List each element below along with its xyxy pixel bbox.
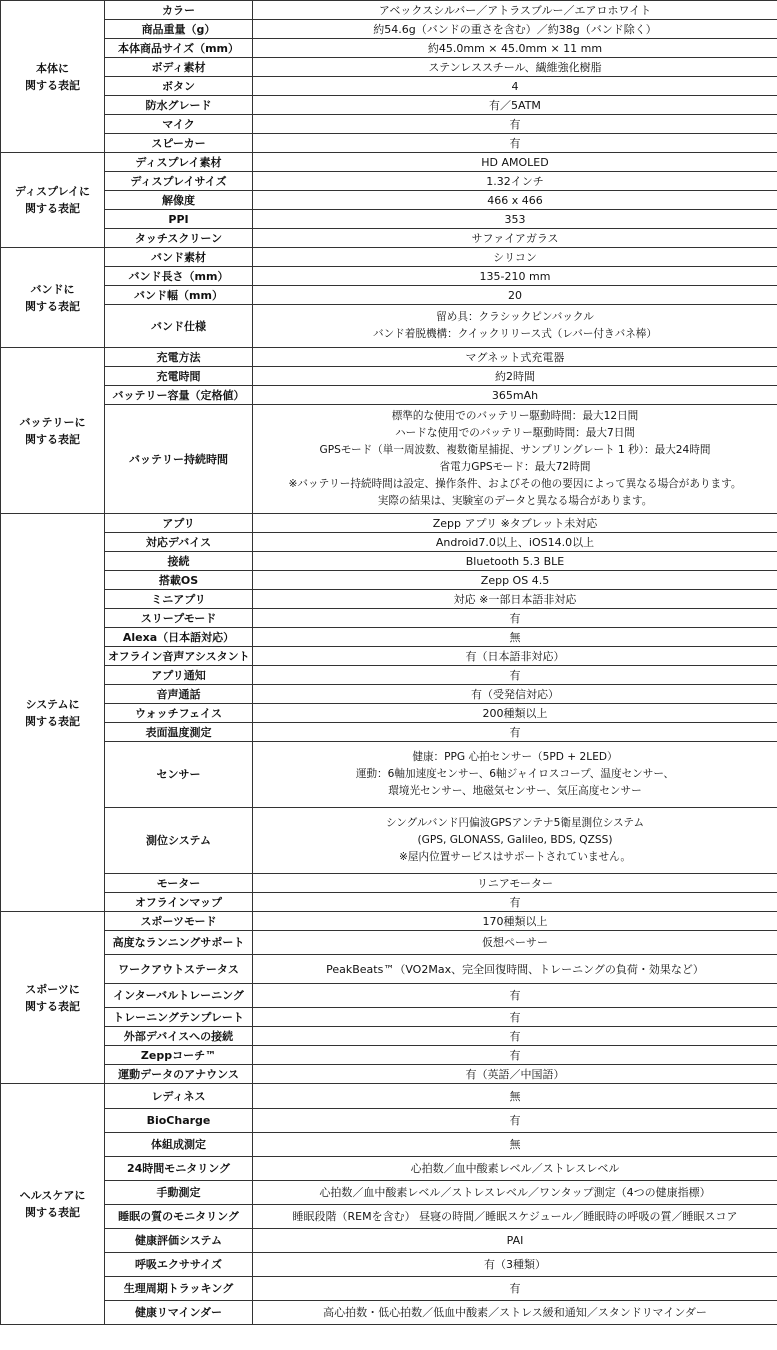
spec-value xyxy=(253,1133,777,1157)
spec-value xyxy=(253,210,777,229)
spec-value-line: 170種類以上 xyxy=(482,914,548,928)
spec-value-line: 仮想ペーサー xyxy=(482,936,548,949)
spec-row xyxy=(1,533,777,552)
spec-value-line: PeakBeats™（VO2Max、完全回復時間、トレーニングの負荷・効果など） xyxy=(326,962,704,976)
spec-row xyxy=(1,984,777,1008)
spec-value xyxy=(253,386,777,405)
spec-value-line: ※バッテリー持続時間は設定、操作条件、およびその他の要因によって異なる場合があります。 xyxy=(288,478,742,490)
spec-row xyxy=(1,1084,777,1109)
spec-row xyxy=(1,552,777,571)
spec-row xyxy=(1,1181,777,1205)
spec-label: オフラインマップ xyxy=(105,893,253,912)
spec-row xyxy=(1,229,777,248)
spec-value xyxy=(253,628,777,647)
section-category-line: 関する表記 xyxy=(25,999,80,1013)
spec-label: 外部デバイスへの接続 xyxy=(105,1027,253,1046)
spec-row xyxy=(1,267,777,286)
spec-value xyxy=(253,808,777,874)
spec-value-line: 睡眠段階（REMを含む） 昼寝の時間／睡眠スケジュール／睡眠時の呼吸の質／睡眠スコア xyxy=(292,1210,738,1223)
spec-value xyxy=(253,723,777,742)
spec-row xyxy=(1,1,777,20)
spec-row xyxy=(1,742,777,808)
spec-label: アプリ xyxy=(105,514,253,533)
spec-label: 高度なランニングサポート xyxy=(105,931,253,955)
spec-label: センサー xyxy=(105,742,253,808)
spec-value-line: 353 xyxy=(504,212,526,226)
section-category-line: 関する表記 xyxy=(25,299,80,313)
spec-label: ディスプレイサイズ xyxy=(105,172,253,191)
spec-label: ワークアウトステータス xyxy=(105,955,253,984)
spec-value-line: 有 xyxy=(509,725,521,739)
section-category-line: 関する表記 xyxy=(25,714,80,728)
spec-row xyxy=(1,1229,777,1253)
spec-row xyxy=(1,1301,777,1325)
spec-value xyxy=(253,571,777,590)
spec-label: バンド仕様 xyxy=(105,305,253,348)
spec-label: 充電方法 xyxy=(105,348,253,367)
spec-value-line: 無 xyxy=(509,630,521,644)
spec-value-line: 365mAh xyxy=(491,388,539,402)
spec-value xyxy=(253,20,777,39)
spec-value xyxy=(253,348,777,367)
spec-value xyxy=(253,267,777,286)
spec-label: スポーツモード xyxy=(105,912,253,931)
spec-row xyxy=(1,1065,777,1084)
spec-value-line: PAI xyxy=(506,1234,524,1247)
spec-value xyxy=(253,912,777,931)
spec-row xyxy=(1,210,777,229)
spec-label: インターバルトレーニング xyxy=(105,984,253,1008)
spec-value-line: 4 xyxy=(511,79,519,93)
spec-value-line: 無 xyxy=(509,1138,521,1151)
spec-value xyxy=(253,134,777,153)
spec-value-line: 実際の結果は、実験室のデータと異なる場合があります。 xyxy=(377,495,653,507)
spec-label: 手動測定 xyxy=(105,1181,253,1205)
section-category-line: 関する表記 xyxy=(25,78,80,92)
spec-label: バッテリー容量（定格値） xyxy=(105,386,253,405)
spec-row xyxy=(1,153,777,172)
spec-row xyxy=(1,96,777,115)
spec-label: ウォッチフェイス xyxy=(105,704,253,723)
spec-value xyxy=(253,115,777,134)
spec-value-line: 健康：PPG 心拍センサー（5PD + 2LED） xyxy=(412,751,618,763)
spec-value-line: 有 xyxy=(509,1029,521,1043)
spec-row xyxy=(1,647,777,666)
spec-value-line: 有／5ATM xyxy=(489,98,541,112)
spec-label: タッチスクリーン xyxy=(105,229,253,248)
spec-row xyxy=(1,58,777,77)
section-category xyxy=(1,1,105,153)
spec-value-line: シリコン xyxy=(493,250,537,264)
spec-label: 24時間モニタリング xyxy=(105,1157,253,1181)
spec-label: 測位システム xyxy=(105,808,253,874)
spec-row xyxy=(1,893,777,912)
spec-value-line: Zepp アプリ ※タブレット未対応 xyxy=(432,516,598,530)
spec-value xyxy=(253,609,777,628)
spec-value-line: 有（3種類） xyxy=(484,1258,546,1271)
spec-row xyxy=(1,1133,777,1157)
spec-row xyxy=(1,39,777,58)
spec-label: オフライン音声アシスタント xyxy=(105,647,253,666)
spec-value-line: 運動：6軸加速度センサー、6軸ジャイロスコープ、温度センサー、 xyxy=(355,768,675,780)
spec-value-line: 省電力GPSモード：最大72時間 xyxy=(439,461,591,473)
spec-row xyxy=(1,348,777,367)
spec-value xyxy=(253,666,777,685)
spec-value-line: 有 xyxy=(509,117,521,131)
section-category-line: 関する表記 xyxy=(25,1206,80,1219)
spec-value-line: ※屋内位置サービスはサポートされていません。 xyxy=(399,851,631,863)
spec-row xyxy=(1,305,777,348)
spec-value xyxy=(253,172,777,191)
spec-label: 音声通話 xyxy=(105,685,253,704)
spec-value xyxy=(253,153,777,172)
spec-value-line: 有 xyxy=(509,989,521,1002)
spec-label: バンド幅（mm） xyxy=(105,286,253,305)
section-category xyxy=(1,514,105,912)
spec-value xyxy=(253,39,777,58)
spec-value-line: 有 xyxy=(509,611,521,625)
spec-label: 解像度 xyxy=(105,191,253,210)
spec-value-line: GPSモード（単一周波数、複数衛星捕捉、サンプリングレート 1 秒）：最大24時間 xyxy=(319,444,711,456)
section-category xyxy=(1,912,105,1084)
spec-label: 運動データのアナウンス xyxy=(105,1065,253,1084)
spec-row xyxy=(1,874,777,893)
spec-value xyxy=(253,305,777,348)
spec-value-line: 約45.0mm × 45.0mm × 11 mm xyxy=(427,41,603,55)
spec-row xyxy=(1,172,777,191)
spec-value-line: 1.32インチ xyxy=(486,174,544,188)
spec-label: バンド長さ（mm） xyxy=(105,267,253,286)
spec-value-line: 標準的な使用でのバッテリー駆動時間：最大12日間 xyxy=(391,410,639,422)
spec-row xyxy=(1,609,777,628)
spec-value-line: サファイアガラス xyxy=(471,231,559,245)
spec-row xyxy=(1,1008,777,1027)
spec-value-line: ハードな使用でのバッテリー駆動時間：最大7日間 xyxy=(395,427,635,439)
spec-label: 呼吸エクササイズ xyxy=(105,1253,253,1277)
spec-label: モーター xyxy=(105,874,253,893)
spec-label: PPI xyxy=(105,210,253,229)
spec-label: 充電時間 xyxy=(105,367,253,386)
spec-value-line: Bluetooth 5.3 BLE xyxy=(465,554,565,568)
spec-value-line: 有 xyxy=(509,1282,521,1295)
spec-row xyxy=(1,723,777,742)
spec-value xyxy=(253,248,777,267)
spec-row xyxy=(1,685,777,704)
spec-row xyxy=(1,115,777,134)
spec-row xyxy=(1,912,777,931)
spec-value xyxy=(253,742,777,808)
spec-value xyxy=(253,647,777,666)
spec-row xyxy=(1,590,777,609)
spec-label: ボタン xyxy=(105,77,253,96)
spec-value xyxy=(253,286,777,305)
spec-value xyxy=(253,685,777,704)
spec-row xyxy=(1,1157,777,1181)
spec-value xyxy=(253,533,777,552)
spec-value-line: 有 xyxy=(509,895,521,909)
spec-row xyxy=(1,571,777,590)
spec-value xyxy=(253,191,777,210)
section-category-line: ディスプレイに xyxy=(14,185,91,198)
spec-label: 商品重量（g） xyxy=(105,20,253,39)
spec-label: 睡眠の質のモニタリング xyxy=(105,1205,253,1229)
spec-label: マイク xyxy=(105,115,253,134)
spec-value-line: アベックスシルバー／アトラスブルー／エアロホワイト xyxy=(378,3,652,17)
spec-row xyxy=(1,248,777,267)
section-category-line: スポーツに xyxy=(25,982,80,996)
spec-label: Alexa（日本語対応） xyxy=(105,628,253,647)
spec-row xyxy=(1,1205,777,1229)
spec-value-line: 心拍数／血中酸素レベル／ストレスレベル xyxy=(410,1162,620,1175)
spec-value xyxy=(253,931,777,955)
section-category-line: バンドに xyxy=(30,282,75,296)
spec-row xyxy=(1,1109,777,1133)
spec-label: 体組成測定 xyxy=(105,1133,253,1157)
spec-value-line: 有（日本語非対応） xyxy=(465,649,565,663)
spec-value-line: 留め具：クラシックピンバックル xyxy=(436,311,594,323)
spec-row xyxy=(1,20,777,39)
spec-value xyxy=(253,590,777,609)
spec-value-line: 心拍数／血中酸素レベル／ストレスレベル／ワンタップ測定（4つの健康指標） xyxy=(319,1186,711,1199)
spec-row xyxy=(1,77,777,96)
spec-table-body xyxy=(1,1,777,1325)
spec-value-line: 有 xyxy=(509,668,521,682)
spec-value-line: Zepp OS 4.5 xyxy=(480,573,550,587)
section-category xyxy=(1,348,105,514)
spec-value xyxy=(253,58,777,77)
spec-value-line: 有（英語／中国語） xyxy=(465,1067,565,1081)
spec-label: 搭載OS xyxy=(105,571,253,590)
spec-label: ボディ素材 xyxy=(105,58,253,77)
spec-value xyxy=(253,552,777,571)
spec-value xyxy=(253,77,777,96)
spec-label: 表面温度測定 xyxy=(105,723,253,742)
spec-label: 接続 xyxy=(105,552,253,571)
spec-value-line: 466 x 466 xyxy=(487,193,543,207)
section-category-line: 本体に xyxy=(36,61,69,75)
spec-row xyxy=(1,134,777,153)
spec-value xyxy=(253,1,777,20)
section-category xyxy=(1,153,105,248)
spec-value-line: 約54.6g（バンドの重さを含む）／約38g（バンド除く） xyxy=(373,22,657,36)
spec-label: スリープモード xyxy=(105,609,253,628)
spec-value xyxy=(253,514,777,533)
spec-label: アプリ通知 xyxy=(105,666,253,685)
spec-value xyxy=(253,984,777,1008)
spec-label: 健康リマインダー xyxy=(105,1301,253,1325)
spec-row xyxy=(1,191,777,210)
section-category-line: バッテリーに xyxy=(19,415,86,429)
spec-value-line: 高心拍数・低心拍数／低血中酸素／ストレス緩和通知／スタンドリマインダー xyxy=(323,1306,707,1319)
spec-row xyxy=(1,386,777,405)
spec-value xyxy=(253,1027,777,1046)
spec-value xyxy=(253,405,777,514)
spec-row xyxy=(1,666,777,685)
spec-value xyxy=(253,367,777,386)
spec-value-line: 20 xyxy=(508,288,522,302)
spec-value-line: 有（受発信対応） xyxy=(471,687,559,701)
spec-value-line: 有 xyxy=(509,1010,521,1024)
spec-row xyxy=(1,628,777,647)
section-category-line: 関する表記 xyxy=(25,432,80,446)
section-category-line: 関する表記 xyxy=(25,202,80,215)
spec-label: 本体商品サイズ（mm） xyxy=(105,39,253,58)
spec-value xyxy=(253,1157,777,1181)
spec-value xyxy=(253,704,777,723)
spec-value xyxy=(253,1205,777,1229)
spec-row xyxy=(1,1277,777,1301)
spec-value-line: 無 xyxy=(509,1089,521,1103)
spec-label: スピーカー xyxy=(105,134,253,153)
spec-row xyxy=(1,931,777,955)
section-category xyxy=(1,248,105,348)
spec-row xyxy=(1,1253,777,1277)
spec-value-line: ステンレススチール、繊維強化樹脂 xyxy=(428,60,602,74)
spec-value xyxy=(253,1229,777,1253)
spec-value-line: 有 xyxy=(509,136,521,150)
spec-row xyxy=(1,704,777,723)
spec-value xyxy=(253,1065,777,1084)
spec-row xyxy=(1,286,777,305)
spec-label: バンド素材 xyxy=(105,248,253,267)
spec-value-line: 有 xyxy=(509,1114,521,1127)
spec-value-line: Android7.0以上、iOS14.0以上 xyxy=(435,535,595,549)
spec-value xyxy=(253,229,777,248)
spec-value xyxy=(253,955,777,984)
spec-value-line: バンド着脱機構：クイックリリース式（レバー付きバネ棒） xyxy=(372,328,657,340)
section-category xyxy=(1,1084,105,1325)
spec-label: ディスプレイ素材 xyxy=(105,153,253,172)
spec-value xyxy=(253,1008,777,1027)
section-category-line: システムに xyxy=(25,697,80,711)
spec-label: Zeppコーチ™ xyxy=(105,1046,253,1065)
spec-label: 生理周期トラッキング xyxy=(105,1277,253,1301)
spec-value xyxy=(253,1253,777,1277)
spec-value xyxy=(253,1301,777,1325)
spec-value-line: 135-210 mm xyxy=(479,269,551,283)
spec-value xyxy=(253,1181,777,1205)
spec-label: レディネス xyxy=(105,1084,253,1109)
spec-value xyxy=(253,1109,777,1133)
spec-value-line: シングルバンド円偏波GPSアンテナ5衛星測位システム xyxy=(385,817,645,829)
spec-value xyxy=(253,1277,777,1301)
spec-label: 防水グレード xyxy=(105,96,253,115)
spec-value xyxy=(253,96,777,115)
spec-row xyxy=(1,808,777,874)
spec-value-line: マグネット式充電器 xyxy=(465,350,565,364)
spec-label: カラー xyxy=(105,1,253,20)
spec-value-line: 約2時間 xyxy=(495,369,535,383)
spec-row xyxy=(1,955,777,984)
spec-value-line: 環境光センサー、地磁気センサー、気圧高度センサー xyxy=(388,785,642,797)
spec-row xyxy=(1,367,777,386)
spec-row xyxy=(1,514,777,533)
spec-label: ミニアプリ xyxy=(105,590,253,609)
spec-value xyxy=(253,874,777,893)
spec-label: 対応デバイス xyxy=(105,533,253,552)
spec-row xyxy=(1,1046,777,1065)
spec-value xyxy=(253,1046,777,1065)
spec-row xyxy=(1,405,777,514)
spec-label: 健康評価システム xyxy=(105,1229,253,1253)
spec-label: トレーニングテンプレート xyxy=(105,1008,253,1027)
spec-value xyxy=(253,893,777,912)
spec-value-line: (GPS, GLONASS, Galileo, BDS, QZSS) xyxy=(417,834,613,846)
spec-value xyxy=(253,1084,777,1109)
spec-row xyxy=(1,1027,777,1046)
spec-label: BioCharge xyxy=(105,1109,253,1133)
spec-value-line: 有 xyxy=(509,1048,521,1062)
spec-value-line: 200種類以上 xyxy=(482,706,548,720)
spec-value-line: リニアモーター xyxy=(477,876,553,890)
spec-value-line: HD AMOLED xyxy=(481,155,549,169)
section-category-line: ヘルスケアに xyxy=(19,1189,86,1202)
spec-label: バッテリー持続時間 xyxy=(105,405,253,514)
spec-value-line: 対応 ※一部日本語非対応 xyxy=(453,592,577,606)
